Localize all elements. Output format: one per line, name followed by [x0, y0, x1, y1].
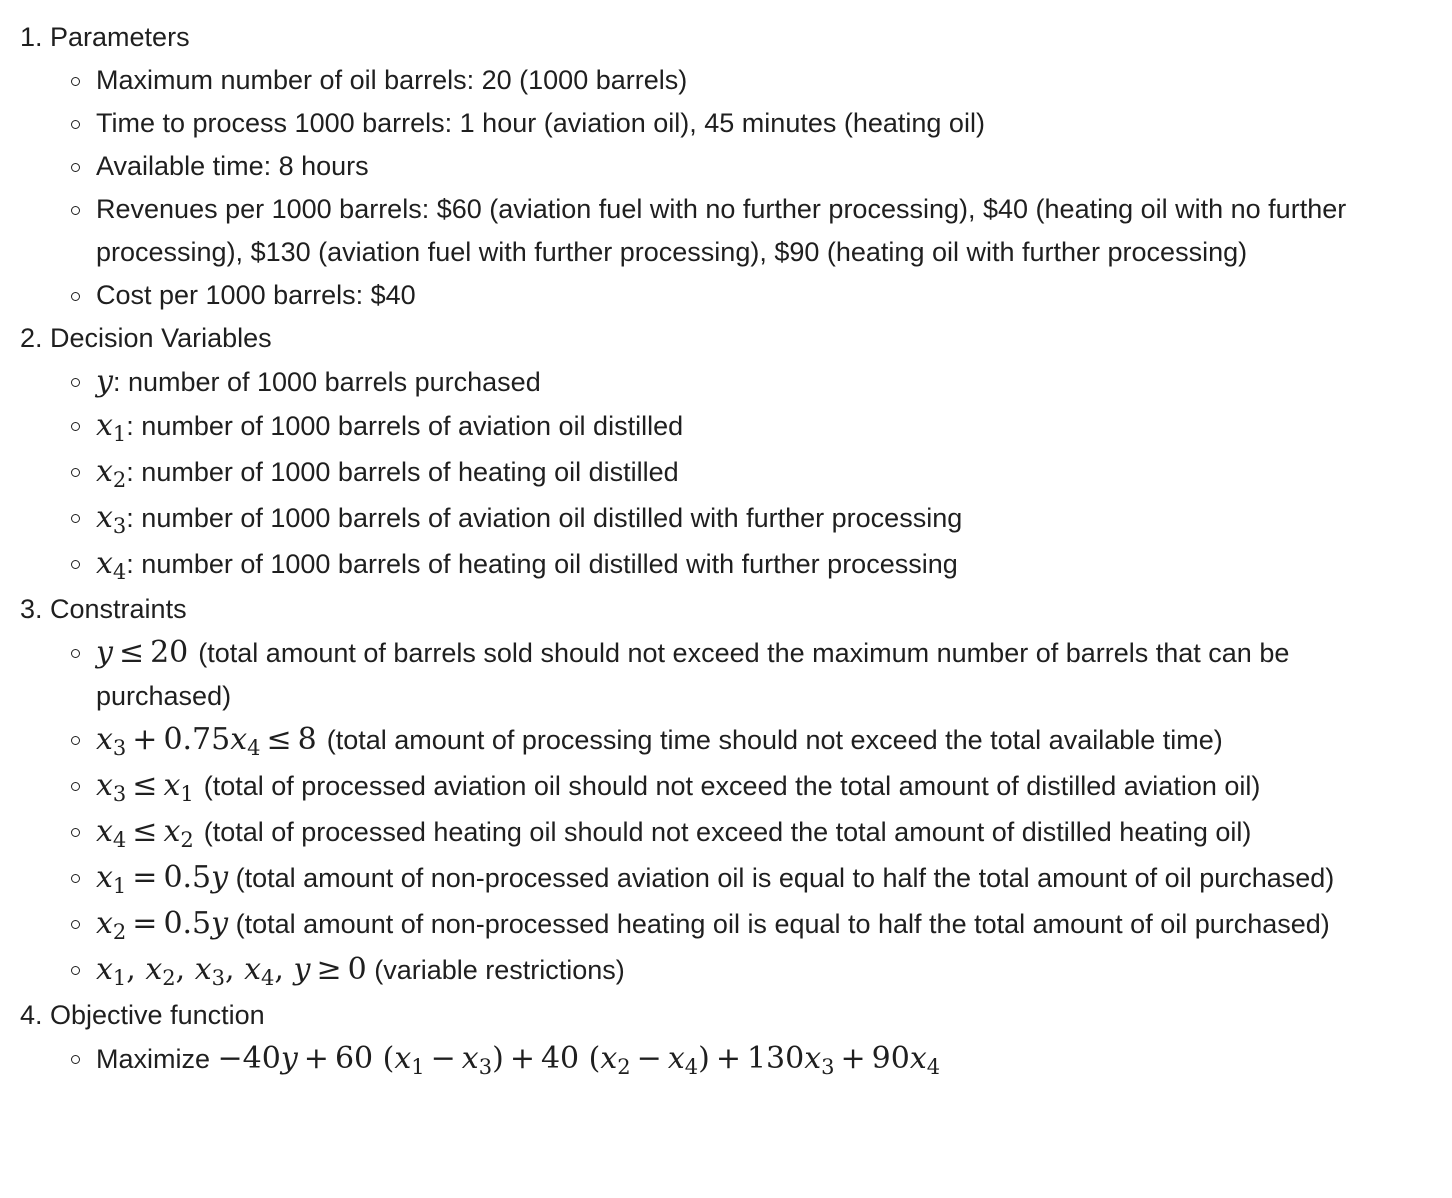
section-title-constraints: 3. Constraints	[20, 594, 187, 624]
constraint-note: (total amount of non-processed aviation oil is equal to half the total amount of oil purchased)	[235, 863, 1335, 893]
variable-description: : number of 1000 barrels of heating oil distilled	[126, 457, 679, 487]
math-x4: $x_4$	[96, 546, 127, 584]
variable-description: : number of 1000 barrels of heating oil distilled with further processing	[126, 549, 958, 579]
constraint-note: (variable restrictions)	[374, 955, 625, 985]
math-constraint-7: $x_1$, $x_2$, $x_3$, $x_4$, y ≥ 0	[96, 952, 367, 990]
constraints-list	[20, 631, 1452, 994]
math-constraint-4: $x_4 \le x_2$	[96, 814, 194, 852]
variable-item-y	[20, 360, 1416, 404]
constraint-item	[20, 631, 1416, 718]
constraint-note: (total of processed heating oil should not exceed the total amount of distilled heating oil)	[203, 817, 1252, 847]
math-constraint-5: $x_1 = 0.5y$	[96, 860, 229, 898]
constraint-item	[20, 718, 1416, 764]
math-x3: $x_3$	[96, 500, 127, 538]
variable-item-x2	[20, 450, 1416, 496]
variable-description: : number of 1000 barrels of aviation oil distilled	[126, 411, 684, 441]
parameter-item: Cost per 1000 barrels: $40	[20, 274, 1416, 317]
constraint-note: (total amount of non-processed heating oil is equal to half the total amount of oil purchased)	[235, 909, 1330, 939]
constraint-item	[20, 902, 1416, 948]
section-title-objective: 4. Objective function	[20, 1000, 265, 1030]
parameter-item: Time to process 1000 barrels: 1 hour (aviation oil), 45 minutes (heating oil)	[20, 102, 1416, 145]
constraint-note: (total amount of processing time should not exceed the total available time)	[326, 725, 1223, 755]
section-title-parameters: 1. Parameters	[20, 22, 190, 52]
objective-item	[20, 1037, 1416, 1083]
maximize-label: Maximize	[96, 1044, 211, 1074]
parameter-item: Available time: 8 hours	[20, 145, 1416, 188]
math-x1: $x_1$	[96, 408, 127, 446]
math-constraint-6: $x_2 = 0.5y$	[96, 906, 229, 944]
constraint-note: (total amount of barrels sold should not exceed the maximum number of barrels that can be purchased)	[96, 638, 1290, 711]
parameter-item: Maximum number of oil barrels: 20 (1000 barrels)	[20, 59, 1416, 102]
parameter-item: Revenues per 1000 barrels: $60 (aviation fuel with no further processing), $40 (heating oil with no further processing), $130 (aviation fuel with further processing), $90 (heating oil with further processing)	[20, 188, 1416, 274]
constraint-item	[20, 810, 1416, 856]
math-y: y	[96, 364, 113, 399]
math-constraint-2: $x_3 + 0.75x_4 \le 8$	[96, 722, 317, 760]
math-x2: $x_2$	[96, 454, 127, 492]
math-objective: −40y + 60 $(x_1 - x_3) + 40$ $(x_2 - x_4) + 130x_3 + 90x_4$	[217, 1041, 941, 1079]
decision-variables-list	[20, 360, 1452, 588]
variable-item-x3	[20, 496, 1416, 542]
constraint-note: (total of processed aviation oil should not exceed the total amount of distilled aviation oil)	[203, 771, 1261, 801]
variable-item-x1	[20, 404, 1416, 450]
constraint-item	[20, 764, 1416, 810]
section-title-decision-variables: 2. Decision Variables	[20, 323, 272, 353]
math-constraint-3: $x_3 \le x_1$	[96, 768, 194, 806]
variable-description: : number of 1000 barrels purchased	[112, 367, 541, 397]
math-constraint-1: y ≤ 20	[96, 635, 189, 670]
constraint-item	[20, 948, 1416, 994]
objective-list	[20, 1037, 1452, 1083]
constraint-item	[20, 856, 1416, 902]
variable-description: : number of 1000 barrels of aviation oil distilled with further processing	[126, 503, 963, 533]
variable-item-x4	[20, 542, 1416, 588]
parameters-list	[20, 59, 1452, 317]
